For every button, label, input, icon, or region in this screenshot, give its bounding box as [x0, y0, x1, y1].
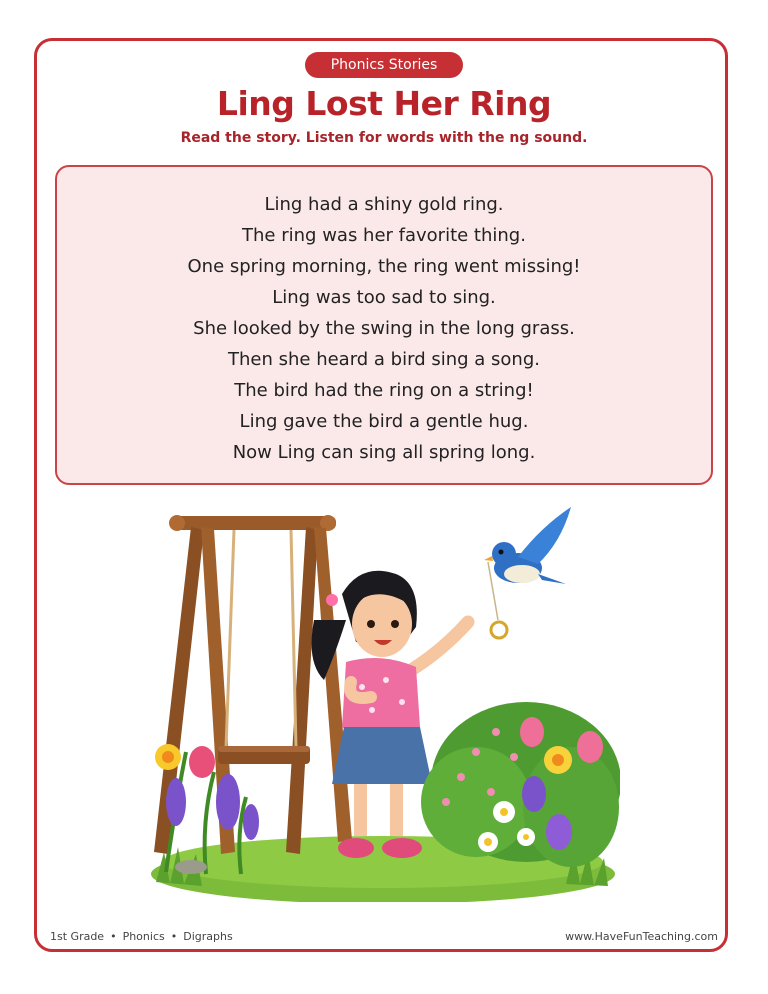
story-line: Ling was too sad to sing. [272, 287, 496, 308]
right-flower-bush [421, 702, 620, 867]
story-illustration [146, 502, 620, 902]
footer-tag-grade: 1st Grade [50, 930, 105, 943]
story-line: One spring morning, the ring went missing! [187, 256, 581, 277]
category-badge: Phonics Stories [305, 52, 463, 78]
story-line: Now Ling can sing all spring long. [232, 442, 536, 463]
story-line: Ling gave the bird a gentle hug. [239, 411, 529, 432]
story-line: The bird had the ring on a string! [234, 380, 534, 401]
story-box [55, 165, 713, 485]
story-lines [57, 189, 711, 468]
bullet-icon: • [110, 930, 117, 943]
footer-website[interactable]: www.HaveFunTeaching.com [565, 930, 718, 943]
story-line: Then she heard a bird sing a song. [228, 349, 540, 370]
story-line: Ling had a shiny gold ring. [264, 194, 504, 215]
footer-tag-subject: Phonics [122, 930, 165, 943]
bird-with-ring [484, 507, 571, 638]
page-title: Ling Lost Her Ring [216, 84, 552, 123]
story-line: She looked by the swing in the long grass. [193, 318, 575, 339]
story-line: The ring was her favorite thing. [242, 225, 526, 246]
instructions: Read the story. Listen for words with the ng sound. [180, 130, 588, 146]
bullet-icon: • [170, 930, 178, 943]
footer-tag-topic: Digraphs [183, 930, 233, 943]
footer-tags [50, 930, 233, 943]
